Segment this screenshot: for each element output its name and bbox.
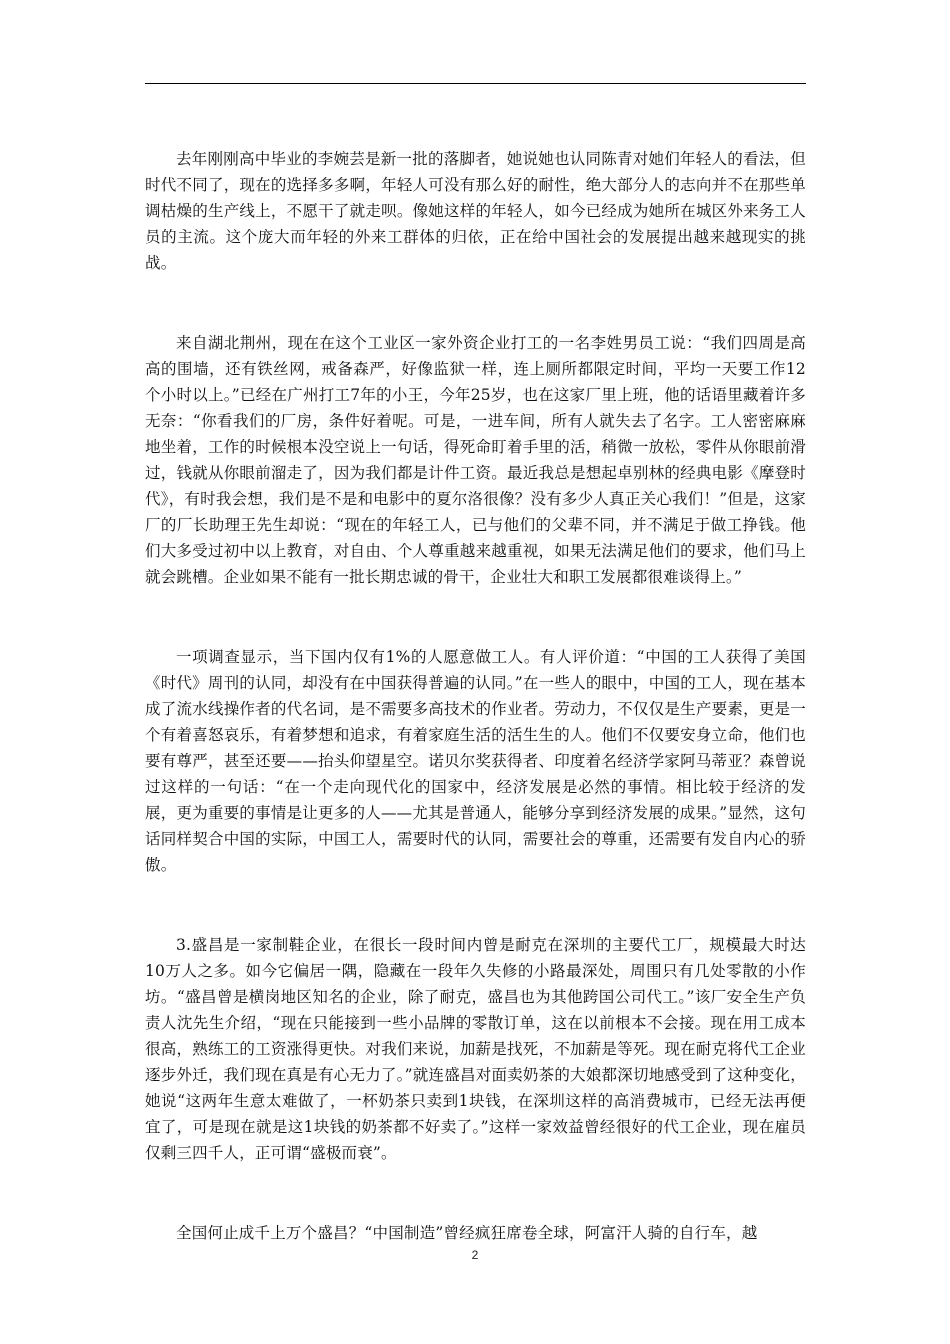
paragraph: 去年刚刚高中毕业的李婉芸是新一批的落脚者，她说她也认同陈青对她们年轻人的看法，但时代不同了，现在的选择多多啊，年轻人可没有那么好的耐性，绝大部分人的志向并不在那些单调枯燥的生产线上，不愿干了就走呗。像她这样的年轻人，如今已经成为她所在城区外来务工人员的主流。这个庞大而年轻的外来工群体的归依，正在给中国社会的发展提出越来越现实的挑战。 xyxy=(145,150,806,272)
paragraph: 来自湖北荆州，现在在这个工业区一家外资企业打工的一名李姓男员工说：“我们四周是高高的围墙，还有铁丝网，戒备森严，好像监狱一样，连上厕所都限定时间，平均一天要工作12个小时以上。”已经在广州打工7年的小王，今年25岁，也在这家厂里上班，他的话语里藏着许多无奈：“你看我们的厂房，条件好着呢。可是，一进车间，所有人就失去了名字。工人密密麻麻地坐着，工作的时候根本没空说上一句话，得死命盯着手里的活，稍微一放松，零件从你眼前滑过，钱就从你眼前溜走了，因为我们都是计件工资。最近我总是想起卓别林的经典电影《摩登时代》，有时我会想，我们是不是和电影中的夏尔洛很像？没有多少人真正关心我们！”但是，这家厂的厂长助理王先生却说：“现在的年轻工人，已与他们的父辈不同，并不满足于做工挣钱。他们大多受过初中以上教育，对自由、个人尊重越来越重视，如果无法满足他们的要求，他们马上就会跳槽。企业如果不能有一批长期忠诚的骨干，企业壮大和职工发展都很难谈得上。” xyxy=(145,334,806,586)
paragraph-gap xyxy=(145,878,806,932)
paragraph-gap xyxy=(145,590,806,644)
paragraph-gap xyxy=(145,1166,806,1220)
page-number: 2 xyxy=(471,1248,479,1262)
paragraph-gap xyxy=(145,276,806,330)
paragraph: 3.盛昌是一家制鞋企业，在很长一段时间内曾是耐克在深圳的主要代工厂，规模最大时达10万人之多。如今它偏居一隅，隐藏在一段年久失修的小路最深处，周围只有几处零散的小作坊。“盛昌曾是横岗地区知名的企业，除了耐克，盛昌也为其他跨国公司代工。”该厂安全生产负责人沈先生介绍，“现在只能接到一些小品牌的零散订单，这在以前根本不会接。现在用工成本很高，熟练工的工资涨得更快。对我们来说，加薪是找死，不加薪是等死。现在耐克将代工企业逐步外迁，我们现在真是有心无力了。”就连盛昌对面卖奶茶的大娘都深切地感受到了这种变化，她说“这两年生意太难做了，一杯奶茶只卖到1块钱，在深圳这样的高消费城市，已经无法再便宜了，可是现在就是这1块钱的奶茶都不好卖了。”这样一家效益曾经很好的代工企业，现在雇员仅剩三四千人，正可谓“盛极而衰”。 xyxy=(145,936,806,1162)
paragraph: 一项调查显示，当下国内仅有1%的人愿意做工人。有人评价道：“中国的工人获得了美国《时代》周刊的认同，却没有在中国获得普遍的认同。”在一些人的眼中，中国的工人，现在基本成了流水线操作者的代名词，是不需要多高技术的作业者。劳动力，不仅仅是生产要素，更是一个有着喜怒哀乐，有着梦想和追求，有着家庭生活的活生生的人。他们不仅要安身立命，他们也要有尊严，甚至还要——抬头仰望星空。诺贝尔奖获得者、印度着名经济学家阿马蒂亚？森曾说过这样的一句话：“在一个走向现代化的国家中，经济发展是必然的事情。相比较于经济的发展，更为重要的事情是让更多的人——尤其是普通人，能够分享到经济发展的成果。”显然，这句话同样契合中国的实际，中国工人，需要时代的认同，需要社会的尊重，还需要有发自内心的骄傲。 xyxy=(145,648,806,874)
header-rule xyxy=(145,83,806,84)
paragraph: 全国何止成千上万个盛昌？“中国制造”曾经疯狂席卷全球，阿富汗人骑的自行车，越 xyxy=(176,1224,758,1242)
document-body xyxy=(145,146,806,1246)
